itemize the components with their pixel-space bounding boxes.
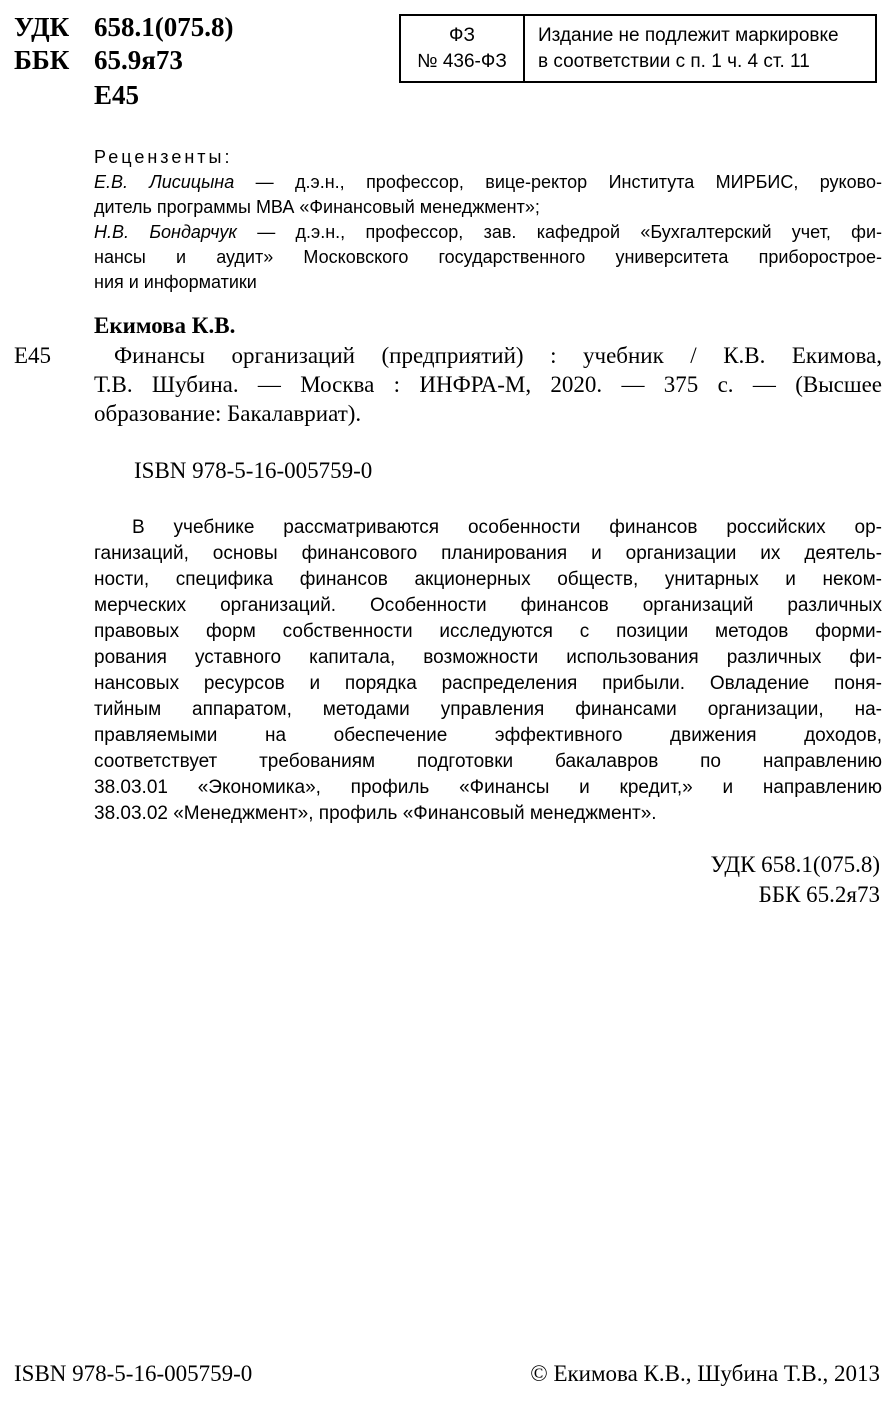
reviewer-2-line-3: ния и информатики (94, 272, 257, 292)
author-mark: Е45 (94, 80, 140, 110)
notice-line-2: в соответствии с п. 1 ч. 4 ст. 11 (538, 50, 810, 72)
abstract-line: нансовых ресурсов и порядка распределения прибыли. Овладение поня- (94, 673, 882, 694)
abstract-line: тийным аппаратом, методами управления финансами организации, на- (94, 699, 882, 720)
biblio-line-3: образование: Бакалавриат). (94, 401, 362, 426)
author-heading: Екимова К.В. (94, 313, 236, 338)
abstract-line: рования уставного капитала, возможности использования различных фи- (94, 647, 882, 668)
abstract-line: В учебнике рассматриваются особенности финансов российских ор- (132, 517, 882, 538)
biblio-line-1: Финансы организаций (предприятий) : учебник / К.В. Екимова, (114, 343, 882, 368)
udk-label: УДК (14, 12, 70, 42)
law-short: ФЗ (449, 24, 475, 46)
law-reference (401, 16, 525, 81)
biblio-line-2: Т.В. Шубина. — Москва : ИНФРА-М, 2020. — 375 с. — (Высшее (94, 372, 882, 397)
reviewer-1-name: Е.В. Лисицына (94, 172, 235, 192)
law-number: № 436-ФЗ (417, 50, 507, 72)
reviewer-1-line-1 (94, 170, 882, 195)
abstract-line: правляемыми на обеспечение эффективного движения доходов, (94, 725, 882, 746)
reviewer-2-line-2: нансы и аудит» Московского государственного университета приборострое- (94, 247, 882, 267)
classification-codes (710, 850, 880, 910)
isbn: ISBN 978-5-16-005759-0 (134, 458, 373, 483)
marking-notice (525, 16, 875, 81)
reviewer-2-line-1 (94, 220, 882, 245)
notice-line-1: Издание не подлежит маркировке (538, 24, 839, 46)
footer-isbn: ISBN 978-5-16-005759-0 (14, 1361, 253, 1386)
bbk-label: ББК (14, 45, 70, 75)
reviewers-heading: Рецензенты: (94, 147, 233, 167)
reviewer-1-title: — д.э.н., профессор, вице-ректор Института МИРБИС, руково- (234, 172, 882, 192)
age-marking-box (399, 14, 877, 83)
udk-code: УДК 658.1(075.8) (710, 852, 880, 877)
copyright: © Екимова К.В., Шубина Т.В., 2013 (530, 1361, 880, 1386)
abstract-line: мерческих организаций. Особенности финансов организаций различных (94, 595, 882, 616)
bbk-value: 65.9я73 (94, 45, 183, 75)
bbk-code: ББК 65.2я73 (758, 882, 880, 907)
abstract-line: ности, специфика финансов акционерных обществ, унитарных и неком- (94, 569, 882, 590)
abstract-line: 38.03.01 «Экономика», профиль «Финансы и кредит,» и направлению (94, 777, 882, 798)
reviewer-2-title: — д.э.н., профессор, зав. кафедрой «Бухгалтерский учет, фи- (236, 222, 883, 242)
bibliographic-description (94, 341, 882, 428)
reviewer-1-line-2: дитель программы МВА «Финансовый менеджмент»; (94, 197, 540, 217)
abstract (94, 515, 882, 827)
abstract-line: ганизаций, основы финансового планирования и организации их деятель- (94, 543, 882, 564)
reviewers-block (94, 145, 882, 295)
abstract-line: соответствует требованиям подготовки бакалавров по направлению (94, 751, 882, 772)
abstract-line: 38.03.02 «Менеджмент», профиль «Финансовый менеджмент». (94, 803, 657, 824)
reviewer-2-name: Н.В. Бондарчук (94, 222, 237, 242)
side-author-mark: Е45 (14, 343, 52, 368)
abstract-line: правовых форм собственности исследуются с позиции методов форми- (94, 621, 882, 642)
udk-value: 658.1(075.8) (94, 12, 234, 42)
